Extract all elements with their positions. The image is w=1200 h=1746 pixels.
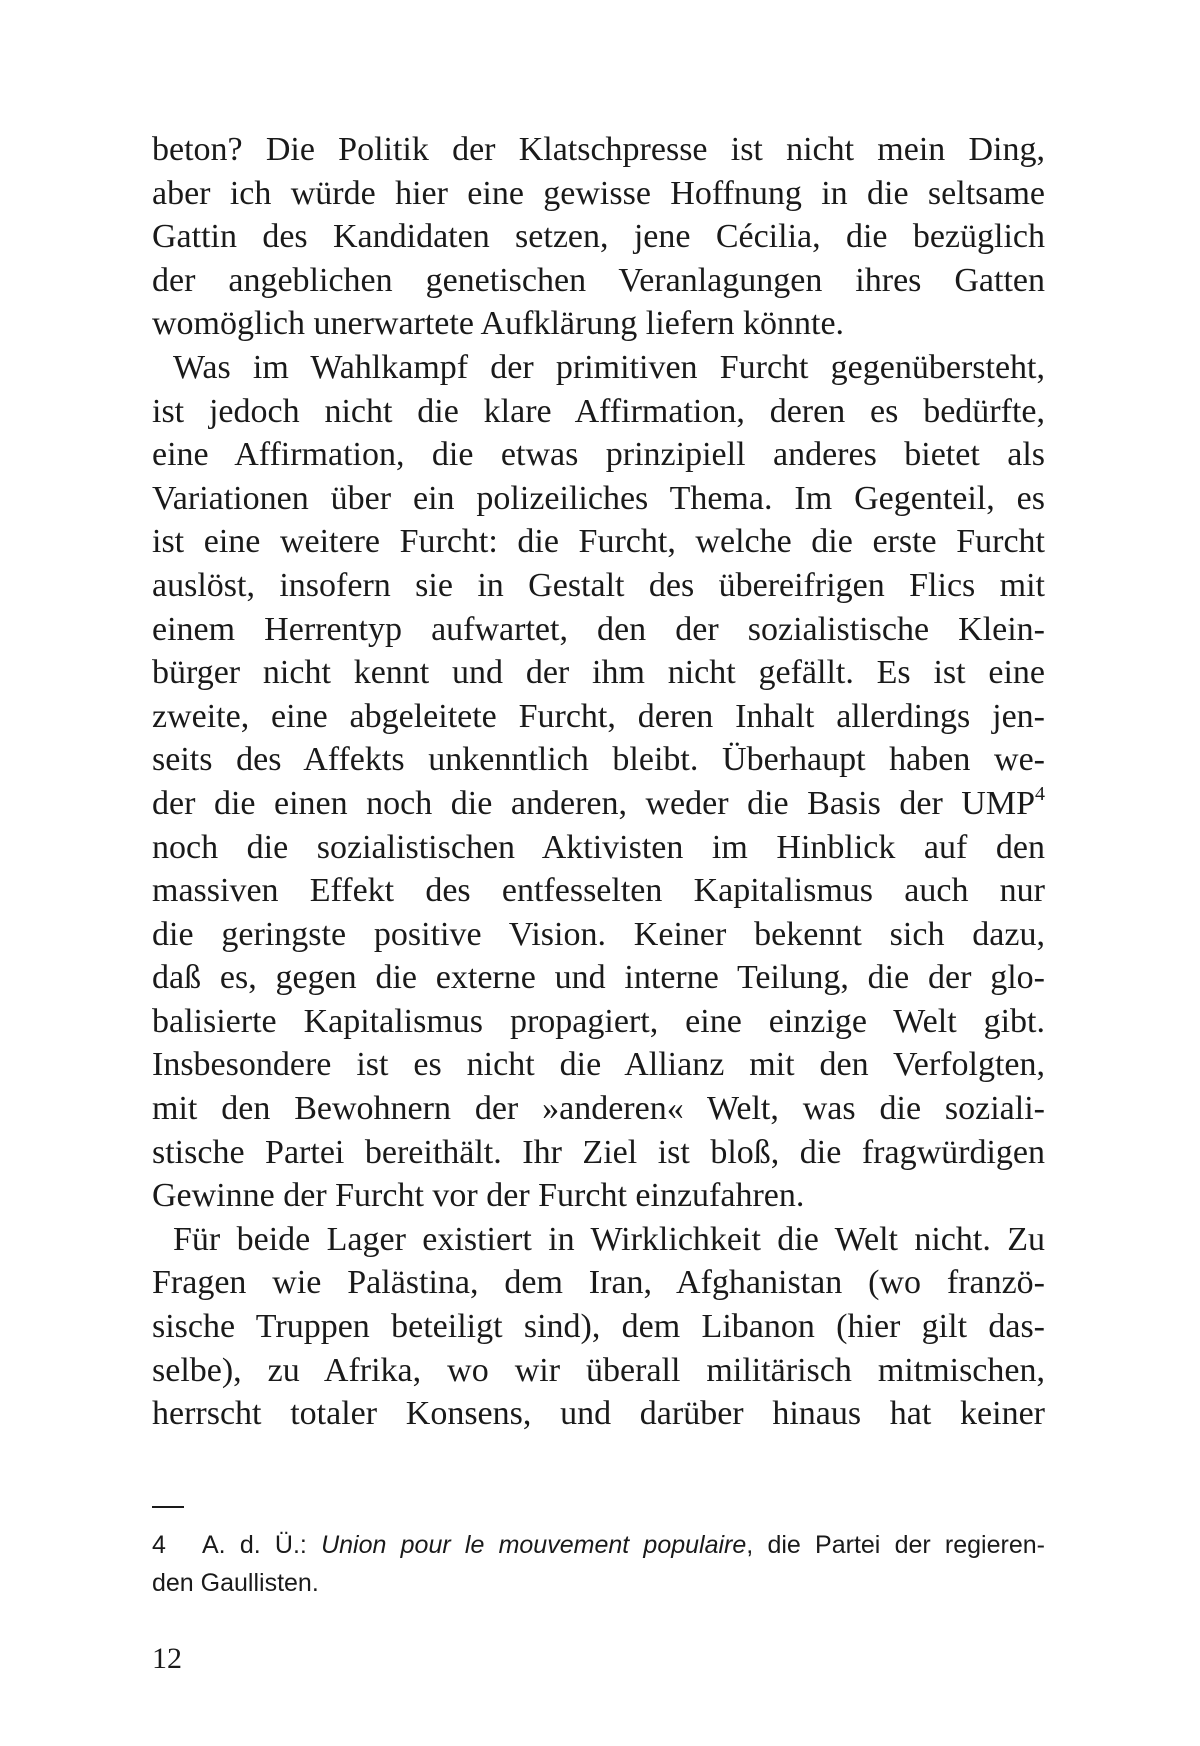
text-line: aber ich würde hier eine gewisse Hoffnung in die seltsame: [152, 174, 1045, 212]
page-number: 12: [152, 1642, 182, 1675]
text-line: Was im Wahlkampf der primitiven Furcht gegenübersteht,: [173, 348, 1045, 386]
text-line: bürger nicht kennt und der ihm nicht gefällt. Es ist eine: [152, 654, 1045, 692]
paragraph: [152, 1218, 1045, 1436]
text-line: Für beide Lager existiert in Wirklichkeit die Welt nicht. Zu: [173, 1220, 1045, 1258]
text-line: stische Partei bereithält. Ihr Ziel ist bloß, die fragwürdigen: [152, 1133, 1045, 1171]
text-line: sische Truppen beteiligt sind), dem Libanon (hier gilt das-: [152, 1308, 1045, 1346]
text-line: noch die sozialistischen Aktivisten im Hinblick auf den: [152, 828, 1045, 866]
body-text: [152, 128, 1045, 1436]
footnote-line: [152, 1526, 1045, 1564]
footnote-text: , die Partei der regieren-: [746, 1531, 1045, 1559]
text-line: Insbesondere ist es nicht die Allianz mit den Verfolgten,: [152, 1046, 1045, 1084]
paragraph: [152, 346, 1045, 1218]
text-line: daß es, gegen die externe und interne Teilung, die der glo-: [152, 959, 1045, 997]
text-line: eine Affirmation, die etwas prinzipiell anderes bietet als: [152, 436, 1045, 474]
text-line: auslöst, insofern sie in Gestalt des übereifrigen Flics mit: [152, 566, 1045, 604]
text-line: mit den Bewohnern der »anderen« Welt, was die soziali-: [152, 1090, 1045, 1128]
text-line: seits des Affekts unkenntlich bleibt. Überhaupt haben we-: [152, 741, 1045, 779]
footnote-reference: 4: [1035, 782, 1045, 805]
text-line-content: der die einen noch die anderen, weder die Basis der UMP: [152, 784, 1035, 822]
footnote-number: 4: [152, 1531, 166, 1559]
footnote-divider: [152, 1506, 184, 1508]
footnote-italic-title: Union pour le mouvement populaire: [321, 1531, 747, 1559]
text-line: Fragen wie Palästina, dem Iran, Afghanistan (wo franzö-: [152, 1264, 1045, 1302]
text-line: einem Herrentyp aufwartet, den der sozialistische Klein-: [152, 610, 1045, 648]
footnote: [152, 1526, 1045, 1602]
text-line: der angeblichen genetischen Veranlagungen ihres Gatten: [152, 261, 1045, 299]
footnote-prefix: A. d. Ü.:: [202, 1531, 322, 1559]
text-line-with-footnote-ref: [152, 782, 1045, 826]
text-line: ist jedoch nicht die klare Affirmation, deren es bedürfte,: [152, 392, 1045, 430]
text-line: ist eine weitere Furcht: die Furcht, welche die erste Furcht: [152, 523, 1045, 561]
text-line: zweite, eine abgeleitete Furcht, deren Inhalt allerdings jen-: [152, 697, 1045, 735]
text-line: beton? Die Politik der Klatschpresse ist nicht mein Ding,: [152, 131, 1045, 168]
text-line: Gewinne der Furcht vor der Furcht einzufahren.: [152, 1177, 805, 1215]
text-line: Variationen über ein polizeiliches Thema. Im Gegenteil, es: [152, 479, 1045, 517]
text-line: selbe), zu Afrika, wo wir überall militärisch mitmischen,: [152, 1351, 1045, 1389]
text-line: die geringste positive Vision. Keiner bekennt sich dazu,: [152, 915, 1045, 953]
text-line: massiven Effekt des entfesselten Kapitalismus auch nur: [152, 872, 1045, 910]
text-line: herrscht totaler Konsens, und darüber hinaus hat keiner: [152, 1395, 1045, 1433]
text-line: balisierte Kapitalismus propagiert, eine einzige Welt gibt.: [152, 1002, 1045, 1040]
text-line: womöglich unerwartete Aufklärung liefern könnte.: [152, 305, 845, 343]
footnote-line: den Gaullisten.: [152, 1569, 319, 1597]
text-line: Gattin des Kandidaten setzen, jene Cécilia, die bezüglich: [152, 218, 1045, 256]
paragraph: [152, 128, 1045, 346]
